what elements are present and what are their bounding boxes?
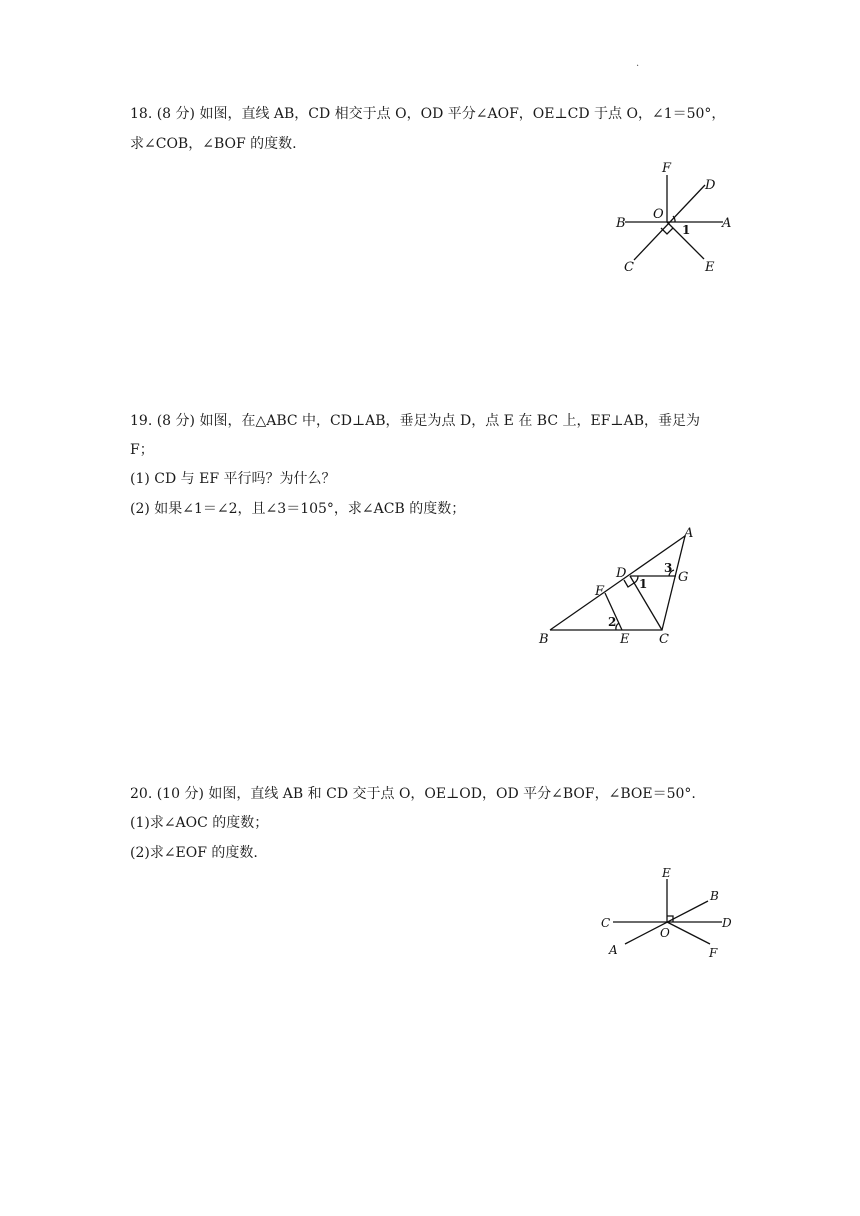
q20-ray-of xyxy=(667,922,710,944)
q19-angle1-arc xyxy=(634,576,638,583)
q19-label-angle3: 3 xyxy=(664,561,673,575)
q18-label-a: A xyxy=(722,216,732,231)
page-dot: . xyxy=(636,58,640,69)
q18-figure xyxy=(605,155,740,280)
q19-label-angle2: 2 xyxy=(608,615,617,629)
q19-label-f: F xyxy=(595,584,605,599)
q20-text-line3: (2)求∠EOF 的度数. xyxy=(130,845,258,861)
q19-text-line3: (1) CD 与 EF 平行吗？为什么？ xyxy=(130,471,336,487)
q18-label-c: C xyxy=(624,260,634,275)
q20-label-o: O xyxy=(660,926,670,940)
q18-text-line1: 18. (8 分) 如图，直线 AB，CD 相交于点 O，OD 平分∠AOF，OE⊥CD 于点 O，∠1＝50°， xyxy=(130,106,726,122)
q19-angle2-arc xyxy=(616,623,619,630)
q19-figure xyxy=(530,522,705,652)
q18-right-angle-mark xyxy=(661,228,673,234)
q20-label-a: A xyxy=(609,943,618,957)
q19-label-b: B xyxy=(539,632,549,647)
q18-label-d: D xyxy=(705,178,716,193)
q19-text-line2: F； xyxy=(130,442,154,458)
q19-label-c: C xyxy=(659,632,669,647)
q19-label-angle1: 1 xyxy=(639,577,648,591)
q20-text-line2: (1)求∠AOC 的度数； xyxy=(130,815,269,831)
q20-text-line1: 20. (10 分) 如图，直线 AB 和 CD 交于点 O，OE⊥OD，OD 平分∠BOF，∠BOE＝50°. xyxy=(130,786,696,802)
q18-text-line2: 求∠COB，∠BOF 的度数. xyxy=(130,136,297,152)
q20-label-b: B xyxy=(710,889,719,903)
q20-figure xyxy=(595,862,740,967)
q18-label-o: O xyxy=(653,207,664,222)
q20-label-e: E xyxy=(662,866,671,880)
q18-label-b: B xyxy=(616,216,626,231)
q20-label-c: C xyxy=(601,916,611,930)
q19-triangle-abc xyxy=(550,536,685,630)
q19-label-g: G xyxy=(678,570,689,585)
q19-label-d: D xyxy=(616,566,627,581)
q19-text-line4: (2) 如果∠1＝∠2，且∠3＝105°，求∠ACB 的度数； xyxy=(130,501,466,517)
q19-label-a: A xyxy=(684,526,694,541)
q18-label-angle1: 1 xyxy=(682,223,691,237)
q20-label-d: D xyxy=(722,916,732,930)
q19-text-line1: 19. (8 分) 如图，在△ABC 中，CD⊥AB，垂足为点 D，点 E 在 BC 上，EF⊥AB，垂足为 xyxy=(130,413,700,429)
q18-label-f: F xyxy=(662,161,672,176)
q18-label-e: E xyxy=(705,260,715,275)
q19-label-e: E xyxy=(620,632,630,647)
q20-label-f: F xyxy=(709,946,718,960)
